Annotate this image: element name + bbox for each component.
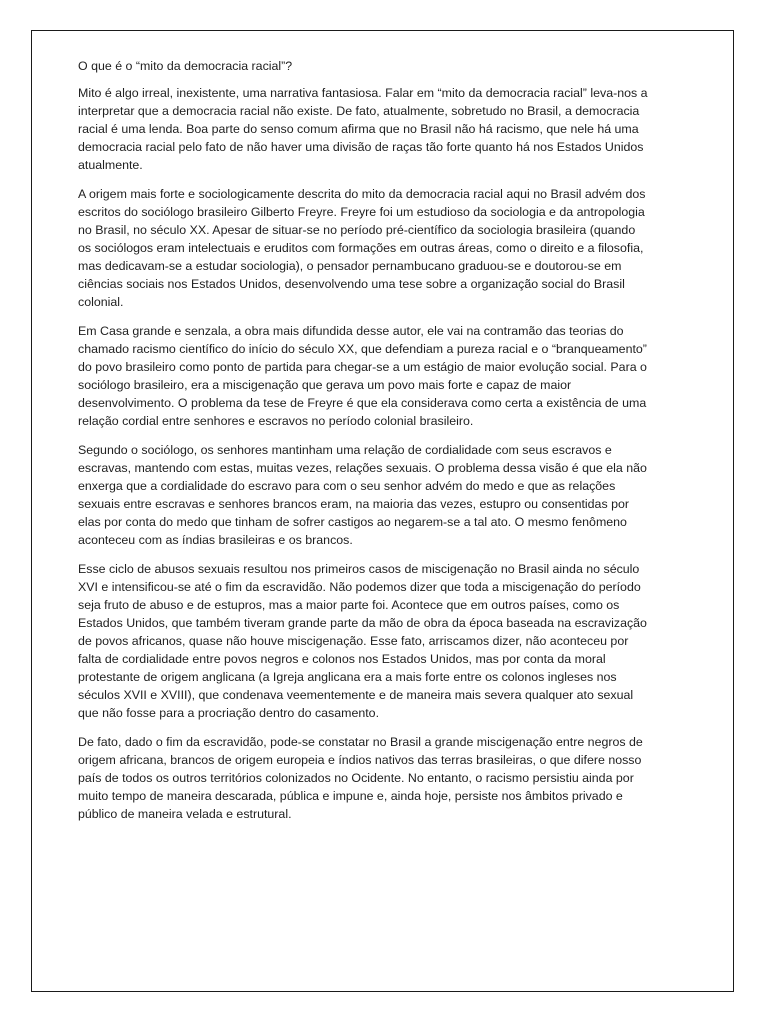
paragraph-2: A origem mais forte e sociologicamente descrita do mito da democracia racial aqui no Brasil advém dos escritos do sociólogo brasileiro Gilberto Freyre. Freyre foi um estudioso da sociologia e da antropologia no Brasil, no século XX. Apesar de situar-se no período pré-científico da sociologia brasileira (quando os sociólogos eram intelectuais e eruditos com formações em outras áreas, como o direito e a filosofia, mas dedicavam-se a estudar sociologia), o pensador pernambucano graduou-se e doutorou-se em ciências sociais nos Estados Unidos, desenvolvendo uma tese sobre a organização social do Brasil colonial. <box>78 187 646 309</box>
paragraph-3: Em Casa grande e senzala, a obra mais difundida desse autor, ele vai na contramão das teorias do chamado racismo científico do início do século XX, que defendiam a pureza racial e o “branqueamento” do povo brasileiro como ponto de partida para chegar-se a um estágio de maior evolução social. Para o sociólogo brasileiro, era a miscigenação que gerava um povo mais forte e capaz de maior desenvolvimento. O problema da tese de Freyre é que ela considerava como certa a existência de uma relação cordial entre senhores e escravos no período colonial brasileiro. <box>78 324 647 428</box>
paragraph-1: Mito é algo irreal, inexistente, uma narrativa fantasiosa. Falar em “mito da democracia racial” leva-nos a interpretar que a democracia racial não existe. De fato, atualmente, sobretudo no Brasil, a democracia racial é uma lenda. Boa parte do senso comum afirma que no Brasil não há racismo, que nele há uma democracia racial pelo fato de não haver uma divisão de raças tão forte quanto há nos Estados Unidos atualmente. <box>78 86 648 172</box>
paragraph-6: De fato, dado o fim da escravidão, pode-se constatar no Brasil a grande miscigenação entre negros de origem africana, brancos de origem europeia e índios nativos das terras brasileiras, o que difere nosso país de todos os outros territórios colonizados no Ocidente. No entanto, o racismo persistiu ainda por muito tempo de maneira descarada, pública e impune e, ainda hoje, persiste nos âmbitos privado e público de maneira velada e estrutural. <box>78 735 643 821</box>
paragraph-5: Esse ciclo de abusos sexuais resultou nos primeiros casos de miscigenação no Brasil ainda no século XVI e intensificou-se até o fim da escravidão. Não podemos dizer que toda a miscigenação do período seja fruto de abuso e de estupros, mas a maior parte foi. Acontece que em outros países, como os Estados Unidos, que também tiveram grande parte da mão de obra da época baseada na escravização de povos africanos, quase não houve miscigenação. Esse fato, arriscamos dizer, não aconteceu por falta de cordialidade entre povos negros e colonos nos Estados Unidos, mas por conta da moral protestante de origem anglicana (a Igreja anglicana era a mais forte entre os colonos ingleses nos séculos XVII e XVIII), que condenava veementemente e de maneira mais severa qualquer ato sexual que não fosse para a procriação dentro do casamento. <box>78 562 647 720</box>
paragraph-4: Segundo o sociólogo, os senhores mantinham uma relação de cordialidade com seus escravos e escravas, mantendo com estas, muitas vezes, relações sexuais. O problema dessa visão é que ela não enxerga que a cordialidade do escravo para com o seu senhor advém do medo e que as relações sexuais entre escravas e senhores brancos eram, na maioria das vezes, estupro ou consentidas por elas por conta do medo que tinham de sofrer castigos ao negarem-se a tal ato. O mesmo fenômeno aconteceu com as índias brasileiras e os brancos. <box>78 443 647 547</box>
document-body <box>78 57 648 834</box>
document-question: O que é o “mito da democracia racial”? <box>78 59 293 73</box>
